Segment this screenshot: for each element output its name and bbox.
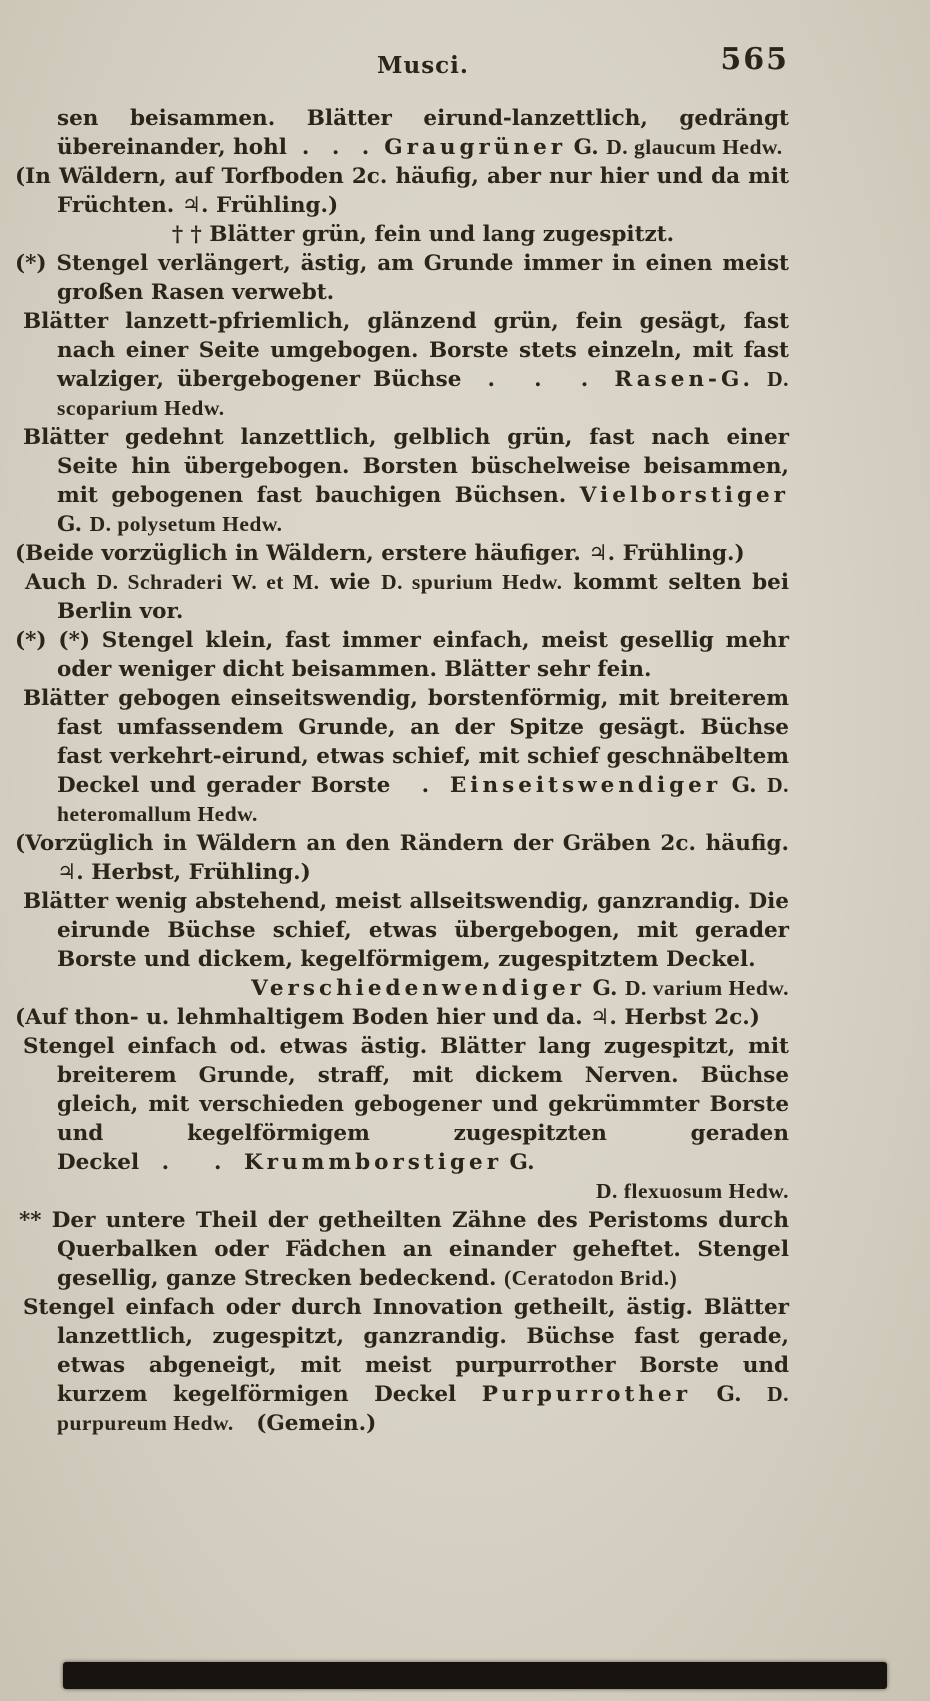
text-run: G. [502,1150,535,1175]
text-run: kommt selten bei Berlin vor. [57,570,789,624]
species-name-emphasis: Rasen-G. [614,367,755,392]
paragraph-scoparium [23,307,789,423]
latin-name: (Ceratodon Brid.) [503,1266,678,1290]
text-run: sen beisammen. Blätter eirund-lanzettlich, gedrängt übereinander, hohl . . . [57,106,789,160]
text-run: (*) (*) Stengel klein, fast immer einfach, meist gesellig mehr oder weniger dicht beisammen. Blätter sehr fein. [15,628,789,682]
latin-name: D. polysetum Hedw. [89,512,283,536]
latin-name: D. scoparium Hedw. [57,367,789,420]
species-name-emphasis: Purpurrother [481,1382,692,1407]
text-run: G. [691,1382,768,1407]
paragraph-flexuosum [23,1032,789,1177]
note-star-group [15,249,789,307]
scan-artifact-bottom-bar [63,1662,887,1689]
species-name-emphasis: Einseitswendiger [449,773,722,798]
text-run: G. [566,135,607,160]
text-run: (Auf thon- u. lehmhaltigem Boden hier und da. ♃. Herbst 2c.) [15,1005,760,1030]
text-run: (*) Stengel verlängert, ästig, am Grunde immer in einen meist großen Rasen verwebt. [15,251,789,305]
text-run: (Gemein.) [233,1411,377,1436]
text-run [754,367,767,392]
species-name-emphasis: Graugrüner [384,135,567,160]
text-run: Blätter lanzett-pfriemlich, glänzend grün, fein gesägt, fast nach einer Seite umgebogen. Borste stets einzeln, mit fast walziger, übergebogener Büchse . . . [23,309,789,392]
species-name-emphasis: Verschiedenwendiger [251,976,585,1001]
text-run: Blätter wenig abstehend, meist allseitswendig, ganzrandig. Die eirunde Büchse schief, etwas übergebogen, mit gerader Borste und dickem, kegelförmigem, zugespitztem Deckel. [23,889,789,972]
paragraph-varium-description [23,887,789,974]
paragraph-flexuosum-name [57,1177,789,1206]
page-number: 565 [720,42,789,77]
latin-name: D. varium Hedw. [625,976,789,1000]
text-run: Stengel einfach oder durch Innovation getheilt, ästig. Blätter lanzettlich, zugespitzt, ganzrandig. Büchse fast gerade, etwas abgeneigt, mit meist purpurrother Borste und kurzem kegelförmigen Deckel [23,1295,789,1407]
latin-name: D. flexuosum Hedw. [596,1179,789,1203]
text-block [15,104,789,1438]
latin-name: D. glaucum Hedw. [606,135,783,159]
text-run: ** Der untere Theil der getheilten Zähne des Peristoms durch Querbalken oder Fädchen an einander geheftet. Stengel gesellig, ganze Strecken bedeckend. [19,1208,789,1291]
note-schraderi [25,568,789,626]
text-run: Blätter gebogen einseitswendig, borstenförmig, mit breiterem fast umfassendem Grunde, an der Spitze gesägt. Büchse fast verkehrt-eirund, etwas schief, mit schief geschnäbeltem Deckel und gerader Borste . [23,686,789,798]
text-run: (In Wäldern, auf Torfboden 2c. häufig, aber nur hier und da mit Früchten. ♃. Frühling.) [15,164,789,218]
text-run: G. [57,512,90,537]
text-run: Auch [25,570,97,595]
paragraph-varium-name [57,974,789,1003]
paragraph-polysetum [23,423,789,539]
heading-dagger-group [57,220,789,249]
text-run: G. [721,773,768,798]
note-scoparium-polysetum-habitat [15,539,789,568]
latin-name: D. purpureum Hedw. [57,1382,789,1435]
latin-name: D. Schraderi W. et M. [96,570,320,594]
latin-name: D. heteromallum Hedw. [57,773,789,826]
note-double-star-group [15,626,789,684]
page-header [57,42,789,90]
text-run: Blätter gedehnt lanzettlich, gelblich grün, fast nach einer Seite hin übergebogen. Borsten büschelweise beisammen, mit gebogenen fast bauchigen Büchsen. [23,425,789,508]
note-heteromallum-habitat [15,829,789,887]
latin-name: D. spurium Hedw. [381,570,563,594]
text-run: G. [584,976,626,1001]
paragraph-purpureum [23,1293,789,1438]
species-name-emphasis: Krummborstiger [243,1150,503,1175]
paragraph-glaucum-continuation [57,104,789,162]
running-title: Musci. [377,52,469,79]
text-run: † † Blätter grün, fein und lang zugespitzt. [171,222,675,247]
note-varium-habitat [15,1003,789,1032]
text-run: (Vorzüglich in Wäldern an den Rändern der Gräben 2c. häufig. ♃. Herbst, Frühling.) [15,831,789,885]
species-name-emphasis: Vielborstiger [579,483,789,508]
paragraph-heteromallum [23,684,789,829]
text-run: (Beide vorzüglich in Wäldern, erstere häufiger. ♃. Frühling.) [15,541,745,566]
note-glaucum-habitat [15,162,789,220]
note-ceratodon-section [19,1206,789,1293]
text-run: wie [319,570,382,595]
text-run: Stengel einfach od. etwas ästig. Blätter lang zugespitzt, mit breiterem Grunde, straff, mit dickem Nerven. Büchse gleich, mit verschieden gebogener und gekrümmter Borste und kegelförmigem zugespitzten geraden Deckel . . [23,1034,789,1175]
